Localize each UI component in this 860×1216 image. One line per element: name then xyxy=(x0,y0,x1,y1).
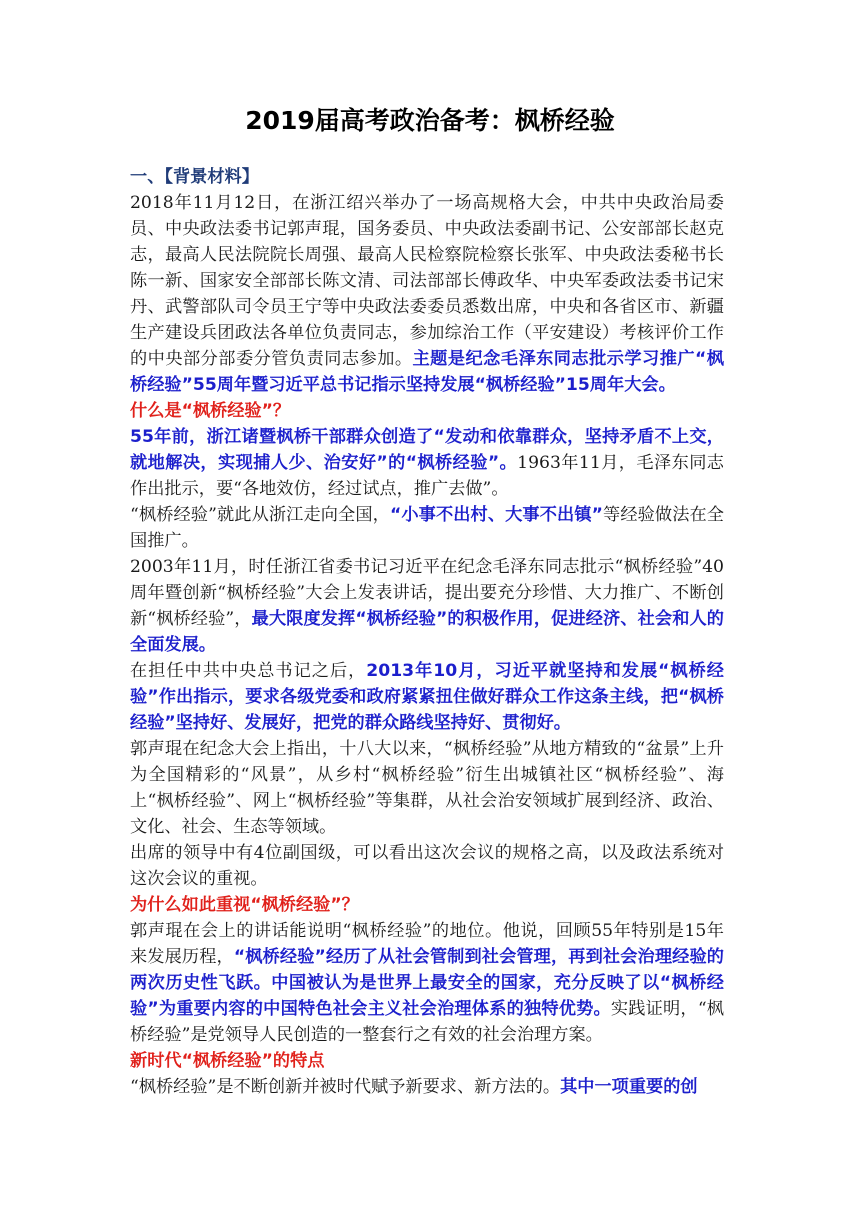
paragraph-text: “枫桥经验”是不断创新并被时代赋予新要求、新方法的。 xyxy=(130,1077,561,1097)
paragraph-2013 xyxy=(130,658,724,736)
paragraph-text: 郭声琨在会上的讲话能说明“枫桥经验”的地位。他说，回顾55年特别是15年来发展历程， xyxy=(130,921,724,967)
paragraph-guo xyxy=(130,736,724,840)
paragraph-text: 2003年11月，时任浙江省委书记习近平在纪念毛泽东同志批示“枫桥经验”40周年暨创新“枫桥经验”大会上发表讲话，提出要充分珍惜、大力推广、不断创新“枫桥经验”， xyxy=(130,557,724,629)
question-heading: 什么是“枫桥经验”？ xyxy=(130,401,291,421)
paragraph-text: “枫桥经验”就此从浙江走向全国， xyxy=(130,505,390,525)
emphasis-text: “枫桥经验”经历了从社会管制到社会管理，再到社会治理经验的两次历史性飞跃。中国被认为是世界上最安全的国家，充分反映了以“枫桥经验”为重要内容的中国特色社会主义社会治理体系的独特优势。 xyxy=(130,947,724,1019)
emphasis-text: “小事不出村、大事不出镇” xyxy=(389,505,603,525)
question-heading: 新时代“枫桥经验”的特点 xyxy=(130,1051,325,1071)
paragraph-origin xyxy=(130,424,724,502)
document-body xyxy=(130,164,724,1100)
emphasis-text: 55年前，浙江诸暨枫桥干部群众创造了“发动和依靠群众，坚持矛盾不上交，就地解决，实现捕人少、治安好”的“枫桥经验”。 xyxy=(130,427,724,473)
emphasis-text: 最大限度发挥“枫桥经验”的积极作用，促进经济、社会和人的全面发展。 xyxy=(130,609,724,655)
paragraph-text: 实践证明，“枫桥经验”是党领导人民创造的一整套行之有效的社会治理方案。 xyxy=(130,999,724,1045)
paragraph-leaders xyxy=(130,840,724,892)
paragraph-2003 xyxy=(130,554,724,658)
paragraph-text: 等经验做法在全国推广。 xyxy=(130,505,724,551)
paragraph-text: 2018年11月12日，在浙江绍兴举办了一场高规格大会，中共中央政治局委员、中央政法委书记郭声琨，国务委员、中央政法委副书记、公安部部长赵克志，最高人民法院院长周强、最高人民检察院检察长张军、中央政法委秘书长陈一新、国家安全部部长陈文清、司法部部长傅政华、中央军委政法委书记宋丹、武警部队司令员王宁等中央政法委委员悉数出席，中央和各省区市、新疆生产建设兵团政法各单位负责同志，参加综治工作（平安建设）考核评价工作的中央部分部委分管负责同志参加。 xyxy=(130,193,724,369)
paragraph-text: 在担任中共中央总书记之后， xyxy=(130,661,367,681)
paragraph-background xyxy=(130,190,724,398)
emphasis-text: 2013年10月，习近平就坚持和发展“枫桥经验”作出指示，要求各级党委和政府紧紧扭住做好群众工作这条主线，把“枫桥经验”坚持好、发展好，把党的群众路线坚持好、贯彻好。 xyxy=(130,661,724,733)
paragraph-text: 1963年11月，毛泽东同志作出批示，要“各地效仿，经过试点，推广去做”。 xyxy=(130,453,724,499)
paragraph-importance xyxy=(130,918,724,1048)
emphasis-text: 其中一项重要的创 xyxy=(560,1077,698,1097)
page-title: 2019届高考政治备考：枫桥经验 xyxy=(245,106,615,135)
question-heading: 为什么如此重视“枫桥经验”？ xyxy=(130,895,359,915)
paragraph-text: 郭声琨在纪念大会上指出，十八大以来，“枫桥经验”从地方精致的“盆景”上升为全国精彩的“风景”，从乡村“枫桥经验”衍生出城镇社区“枫桥经验”、海上“枫桥经验”、网上“枫桥经验”等集群，从社会治安领域扩展到经济、政治、文化、社会、生态等领域。 xyxy=(130,739,724,837)
paragraph-spread xyxy=(130,502,724,554)
paragraph-text: 出席的领导中有4位副国级，可以看出这次会议的规格之高，以及政法系统对这次会议的重视。 xyxy=(130,843,724,889)
section-heading: 一、【背景材料】 xyxy=(130,167,259,187)
paragraph-new-era xyxy=(130,1074,724,1100)
emphasis-text: 主题是纪念毛泽东同志批示学习推广“枫桥经验”55周年暨习近平总书记指示坚持发展“枫桥经验”15周年大会。 xyxy=(130,349,724,395)
